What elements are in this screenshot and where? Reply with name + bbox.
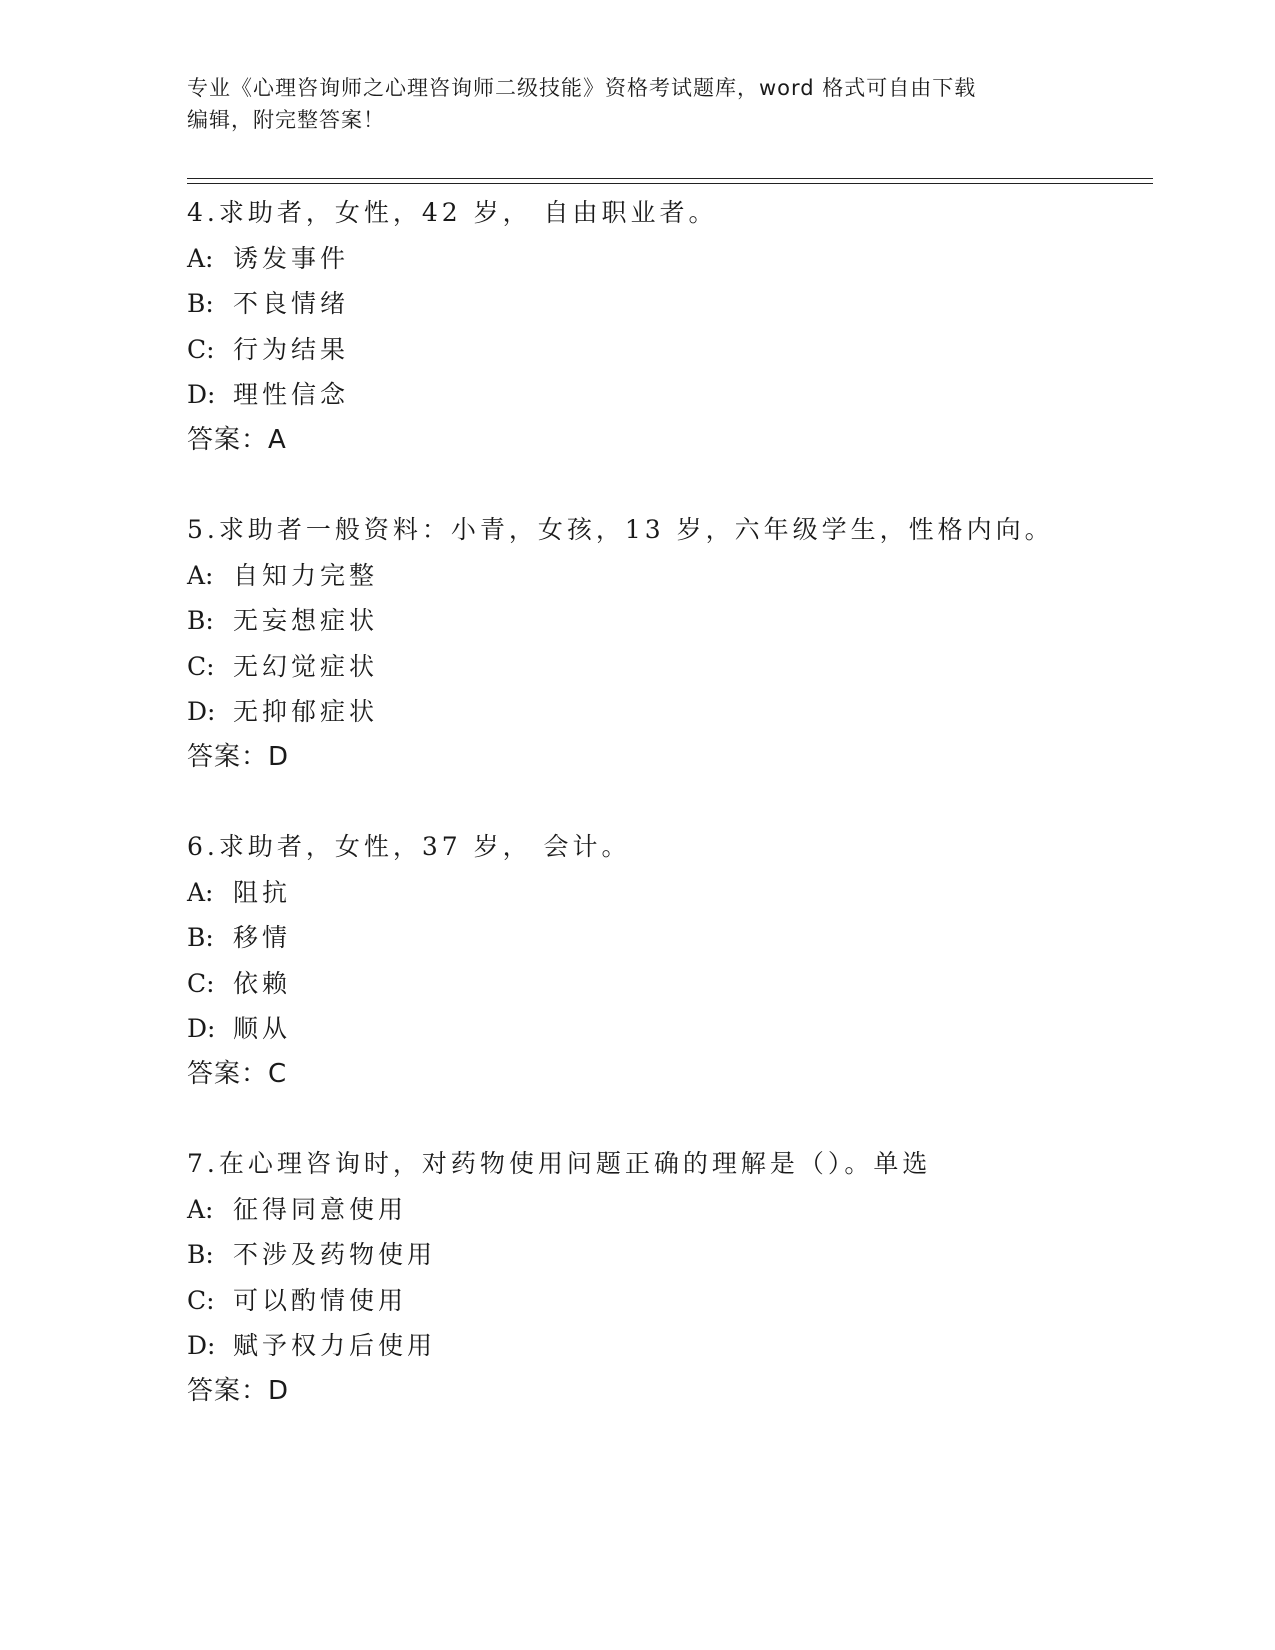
question-stem: 4.求助者，女性，42 岁， 自由职业者。 bbox=[187, 198, 718, 227]
option-c bbox=[187, 1278, 1147, 1324]
option-text: 无抑郁症状 bbox=[233, 697, 379, 726]
question-item bbox=[187, 824, 1147, 1097]
option-text: 不涉及药物使用 bbox=[233, 1240, 437, 1269]
option-text: 理性信念 bbox=[233, 380, 350, 409]
option-b bbox=[187, 281, 1147, 327]
header-divider-bottom bbox=[187, 183, 1153, 184]
option-text: 可以酌情使用 bbox=[233, 1285, 408, 1315]
option-label: B: bbox=[187, 606, 214, 635]
option-label: D: bbox=[187, 1014, 216, 1043]
option-label: B: bbox=[187, 1240, 214, 1269]
option-label: C: bbox=[187, 1285, 215, 1315]
answer-line: 答案：D bbox=[187, 1375, 290, 1406]
option-label: C: bbox=[187, 334, 215, 364]
option-label: A: bbox=[187, 560, 214, 590]
option-a bbox=[187, 236, 1147, 282]
option-label: A: bbox=[187, 877, 214, 907]
question-stem: 5.求助者一般资料：小青，女孩，13 岁，六年级学生，性格内向。 bbox=[187, 515, 1054, 544]
header-divider-top bbox=[187, 178, 1153, 179]
option-d bbox=[187, 689, 1147, 735]
option-c bbox=[187, 644, 1147, 690]
option-label: A: bbox=[187, 1194, 214, 1224]
option-text: 无幻觉症状 bbox=[233, 651, 379, 681]
option-label: C: bbox=[187, 651, 215, 681]
option-label: D: bbox=[187, 1331, 216, 1360]
option-c bbox=[187, 327, 1147, 373]
option-text: 无妄想症状 bbox=[233, 606, 379, 635]
question-stem: 6.求助者，女性，37 岁， 会计。 bbox=[187, 832, 631, 861]
header-line-1: 专业《心理咨询师之心理咨询师二级技能》资格考试题库，word 格式可自由下载 bbox=[187, 76, 977, 100]
option-label: C: bbox=[187, 968, 215, 998]
question-item bbox=[187, 190, 1147, 463]
option-text: 行为结果 bbox=[233, 334, 350, 364]
option-text: 赋予权力后使用 bbox=[233, 1331, 437, 1360]
answer-line: 答案：C bbox=[187, 1058, 288, 1089]
option-b bbox=[187, 1232, 1147, 1278]
option-text: 不良情绪 bbox=[233, 289, 350, 318]
option-text: 移情 bbox=[233, 923, 292, 952]
option-text: 自知力完整 bbox=[233, 560, 379, 590]
option-d bbox=[187, 1006, 1147, 1052]
question-list bbox=[187, 190, 1147, 1458]
answer-line: 答案：D bbox=[187, 741, 290, 772]
option-d bbox=[187, 372, 1147, 418]
option-text: 阻抗 bbox=[233, 877, 292, 907]
question-stem: 7.在心理咨询时，对药物使用问题正确的理解是（）。单选 bbox=[187, 1149, 932, 1178]
option-text: 诱发事件 bbox=[233, 243, 350, 273]
option-d bbox=[187, 1323, 1147, 1369]
option-b bbox=[187, 598, 1147, 644]
option-text: 顺从 bbox=[233, 1014, 292, 1043]
option-a bbox=[187, 870, 1147, 916]
option-c bbox=[187, 961, 1147, 1007]
option-text: 征得同意使用 bbox=[233, 1194, 408, 1224]
option-label: A: bbox=[187, 243, 214, 273]
option-label: D: bbox=[187, 380, 216, 409]
option-b bbox=[187, 915, 1147, 961]
option-a bbox=[187, 553, 1147, 599]
option-label: B: bbox=[187, 923, 214, 952]
answer-line: 答案：A bbox=[187, 424, 287, 455]
question-item bbox=[187, 507, 1147, 780]
document-header bbox=[187, 72, 1067, 136]
option-label: D: bbox=[187, 697, 216, 726]
option-a bbox=[187, 1187, 1147, 1233]
option-text: 依赖 bbox=[233, 968, 292, 998]
header-line-2: 编辑，附完整答案！ bbox=[187, 108, 385, 132]
option-label: B: bbox=[187, 289, 214, 318]
question-item bbox=[187, 1141, 1147, 1414]
